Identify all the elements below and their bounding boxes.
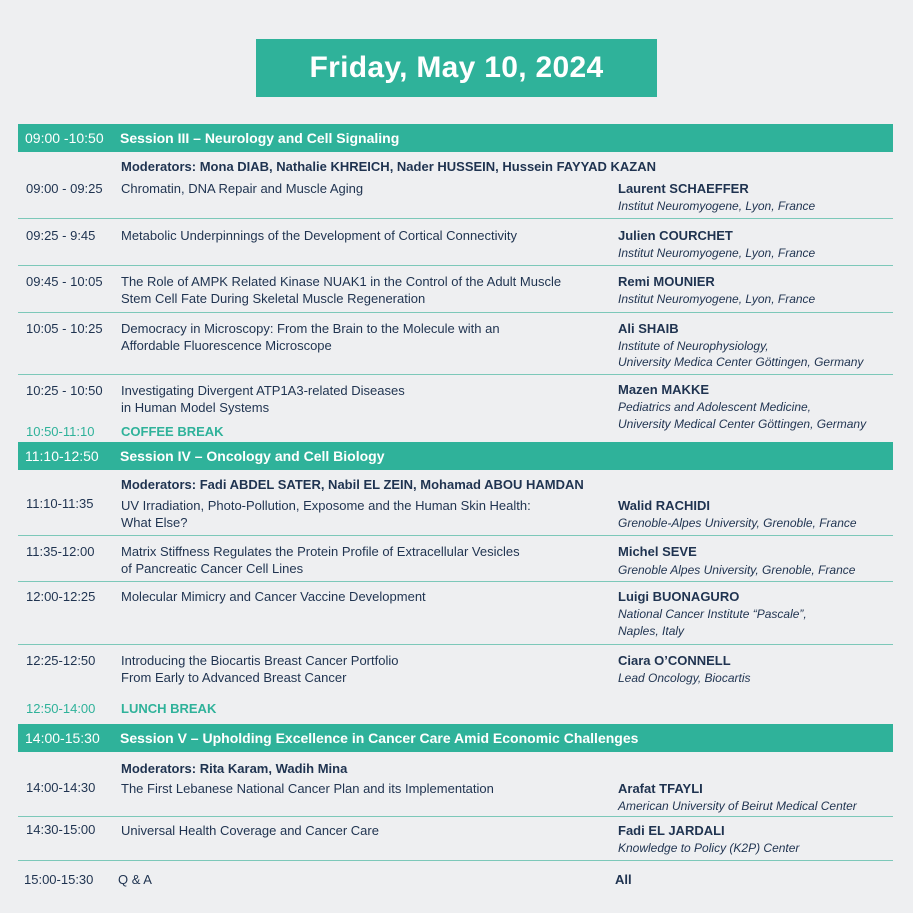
speaker-affiliation: University Medica Center Göttingen, Germany (618, 355, 864, 369)
divider (18, 374, 893, 375)
divider (18, 816, 893, 817)
divider (18, 312, 893, 313)
session-time: 14:00-15:30 (25, 730, 100, 746)
speaker-affiliation: National Cancer Institute “Pascale”, (618, 607, 807, 621)
speaker-name: Ciara O’CONNELL (618, 653, 731, 668)
talk-time: 15:00-15:30 (24, 872, 94, 887)
break-time: 12:50-14:00 (26, 701, 96, 716)
speaker-affiliation: American University of Beirut Medical Center (618, 799, 857, 813)
speaker-affiliation: Pediatrics and Adolescent Medicine, (618, 400, 811, 414)
speaker-affiliation: University Medical Center Göttingen, Germany (618, 417, 867, 431)
divider (18, 265, 893, 266)
session-title: Session III – Neurology and Cell Signaling (120, 130, 400, 146)
speaker-name: Ali SHAIB (618, 321, 679, 336)
moderators: Moderators: Fadi ABDEL SATER, Nabil EL ZEIN, Mohamad ABOU HAMDAN (121, 477, 584, 492)
speaker-affiliation: Institut Neuromyogene, Lyon, France (618, 199, 816, 213)
talk-title: UV Irradiation, Photo-Pollution, Exposome and the Human Skin Health: (121, 498, 531, 513)
break-label: COFFEE BREAK (121, 424, 224, 439)
divider (18, 535, 893, 536)
talk-title: Chromatin, DNA Repair and Muscle Aging (121, 181, 364, 196)
speaker-name: Laurent SCHAEFFER (618, 181, 749, 196)
session-time: 11:10-12:50 (25, 448, 99, 464)
talk-time: 10:05 - 10:25 (26, 321, 103, 336)
moderators: Moderators: Mona DIAB, Nathalie KHREICH, Nader HUSSEIN, Hussein FAYYAD KAZAN (121, 159, 657, 174)
session-header (18, 724, 893, 752)
talk-time: 11:35-12:00 (26, 544, 95, 559)
speaker-name: Michel SEVE (618, 544, 697, 559)
talk-title: What Else? (121, 515, 188, 530)
speaker-affiliation: Institut Neuromyogene, Lyon, France (618, 292, 816, 306)
talk-title: Universal Health Coverage and Cancer Care (121, 823, 379, 838)
speaker-affiliation: Institut Neuromyogene, Lyon, France (618, 246, 816, 260)
talk-title: From Early to Advanced Breast Cancer (121, 670, 347, 685)
talk-title: The First Lebanese National Cancer Plan and its Implementation (121, 781, 494, 796)
talk-time: 10:25 - 10:50 (26, 383, 103, 398)
talk-title: Stem Cell Fate During Skeletal Muscle Regeneration (121, 291, 426, 306)
talk-title: Q & A (118, 872, 152, 887)
talk-time: 11:10-11:35 (26, 496, 94, 511)
talk-title: Matrix Stiffness Regulates the Protein Profile of Extracellular Vesicles (121, 544, 520, 559)
speaker-affiliation: Institute of Neurophysiology, (618, 339, 769, 353)
talk-time: 12:00-12:25 (26, 589, 96, 604)
speaker-name: Arafat TFAYLI (618, 781, 703, 796)
talk-time: 12:25-12:50 (26, 653, 96, 668)
session-header (18, 124, 893, 152)
talk-time: 09:00 - 09:25 (26, 181, 103, 196)
speaker-affiliation: Grenoble Alpes University, Grenoble, France (618, 563, 856, 577)
talk-title: The Role of AMPK Related Kinase NUAK1 in the Control of the Adult Muscle (121, 274, 562, 289)
page-title: Friday, May 10, 2024 (256, 39, 657, 97)
talk-title: Investigating Divergent ATP1A3-related Diseases (121, 383, 405, 398)
session-title: Session IV – Oncology and Cell Biology (120, 448, 385, 464)
speaker-name: Remi MOUNIER (618, 274, 715, 289)
speaker-name: Julien COURCHET (618, 228, 733, 243)
divider (18, 644, 893, 645)
talk-time: 09:25 - 9:45 (26, 228, 96, 243)
divider (18, 581, 893, 582)
speaker-affiliation: Grenoble-Alpes University, Grenoble, France (618, 516, 857, 530)
talk-time: 14:30-15:00 (26, 822, 96, 837)
speaker-affiliation: Knowledge to Policy (K2P) Center (618, 841, 800, 855)
speaker-name: Mazen MAKKE (618, 382, 710, 397)
speaker-name: Walid RACHIDI (618, 498, 710, 513)
divider (18, 860, 893, 861)
session-time: 09:00 -10:50 (25, 130, 104, 146)
break-time: 10:50-11:10 (26, 424, 95, 439)
divider (18, 218, 893, 219)
talk-title: of Pancreatic Cancer Cell Lines (121, 561, 304, 576)
talk-time: 14:00-14:30 (26, 780, 96, 795)
talk-title: in Human Model Systems (121, 400, 270, 415)
speaker-name: Luigi BUONAGURO (618, 589, 740, 604)
break-label: LUNCH BREAK (121, 701, 217, 716)
speaker-name: Fadi EL JARDALI (618, 823, 725, 838)
talk-title: Metabolic Underpinnings of the Development of Cortical Connectivity (121, 228, 517, 243)
talk-title: Democracy in Microscopy: From the Brain to the Molecule with an (121, 321, 500, 336)
talk-title: Affordable Fluorescence Microscope (121, 338, 332, 353)
talk-title: Introducing the Biocartis Breast Cancer Portfolio (121, 653, 399, 668)
session-title: Session V – Upholding Excellence in Cancer Care Amid Economic Challenges (120, 730, 639, 746)
moderators: Moderators: Rita Karam, Wadih Mina (121, 761, 348, 776)
session-header (18, 442, 893, 470)
speaker-affiliation: Naples, Italy (618, 624, 685, 638)
talk-title: Molecular Mimicry and Cancer Vaccine Development (121, 589, 426, 604)
speaker-name: All (615, 872, 632, 887)
talk-time: 09:45 - 10:05 (26, 274, 103, 289)
speaker-affiliation: Lead Oncology, Biocartis (618, 671, 751, 685)
